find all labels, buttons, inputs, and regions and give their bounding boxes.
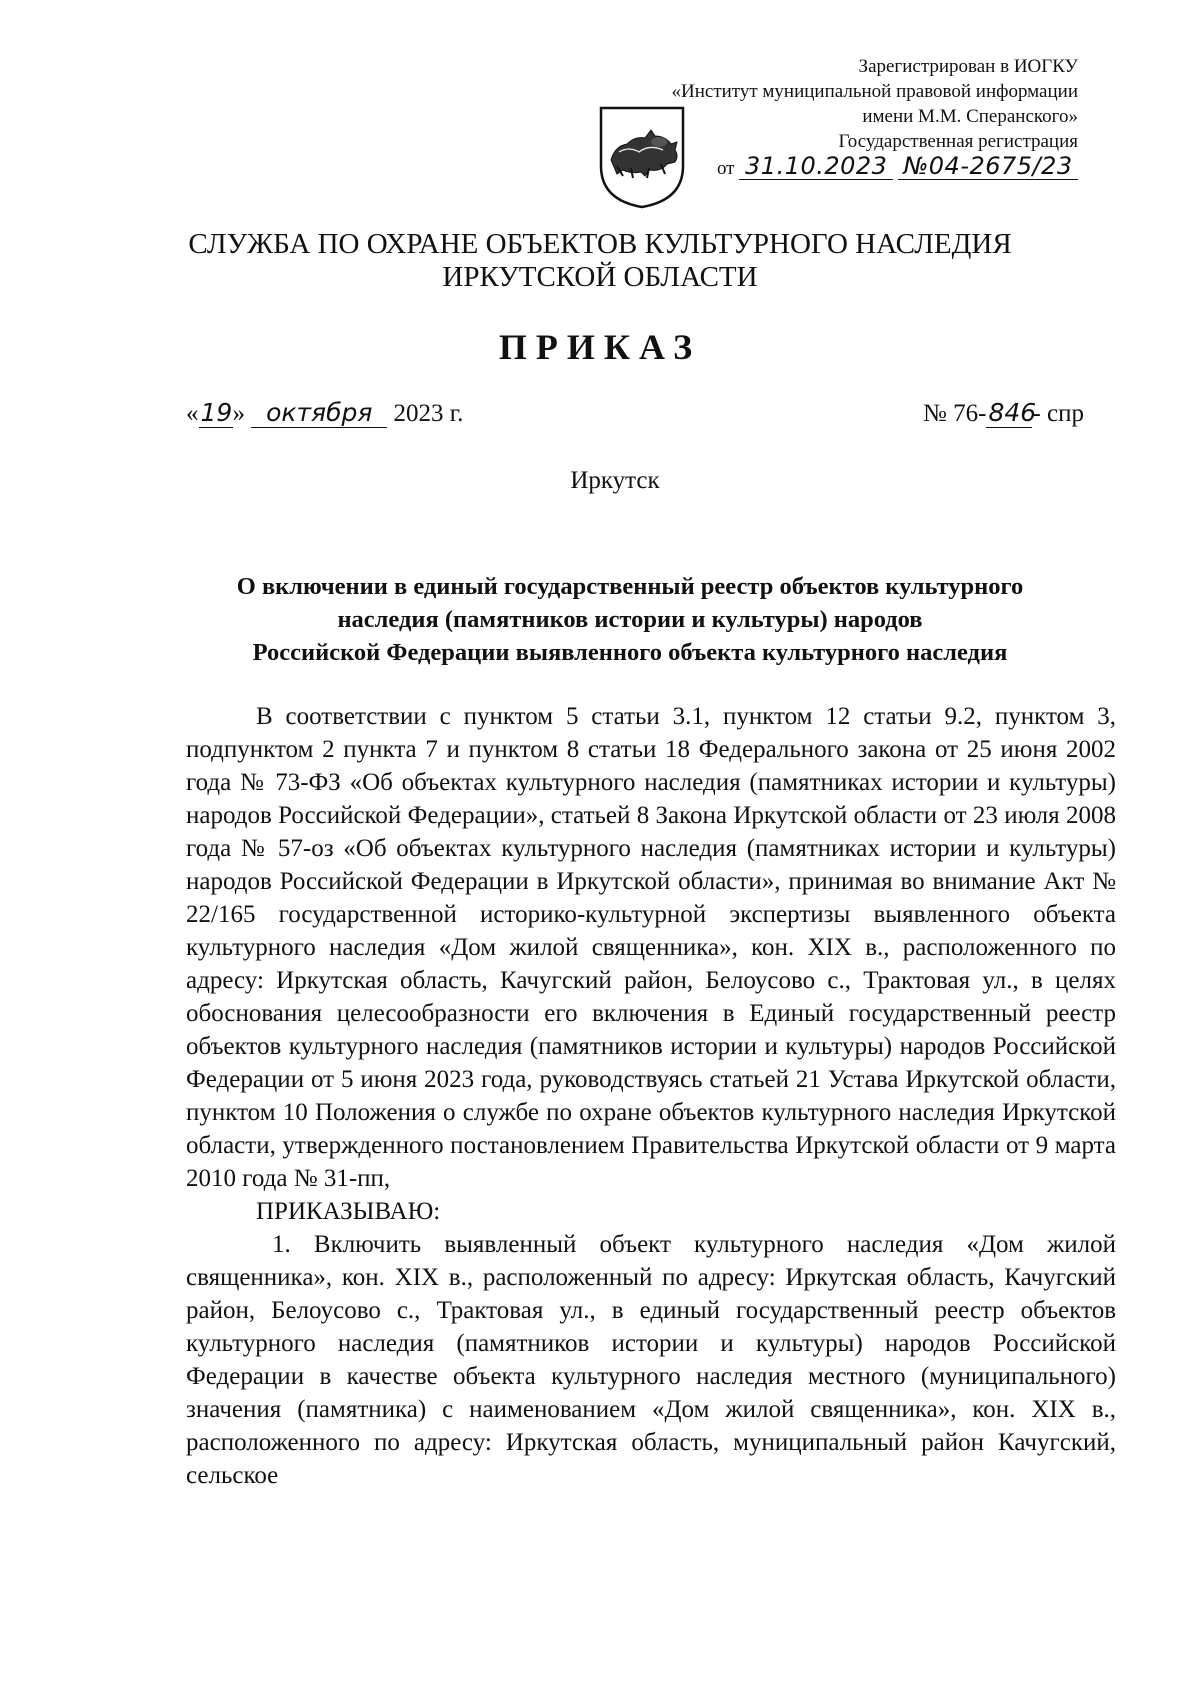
subject-line: наследия (памятников истории и культуры) народов <box>337 606 923 633</box>
subject-line: О включении в единый государственный реестр объектов культурного <box>236 573 1024 600</box>
registration-from-label: от <box>716 158 735 179</box>
registration-date: 31.10.2023 <box>739 154 893 180</box>
subject-line: Российской Федерации выявленного объекта культурного наследия <box>252 639 1008 666</box>
agency-line: ИРКУТСКОЙ ОБЛАСТИ <box>442 261 758 293</box>
date-open-quote: « <box>186 400 199 427</box>
order-number <box>923 398 1084 428</box>
order-word: ПРИКАЗЫВАЮ: <box>256 1198 441 1225</box>
agency-line: СЛУЖБА ПО ОХРАНЕ ОБЪЕКТОВ КУЛЬТУРНОГО НАСЛЕДИЯ <box>188 228 1012 260</box>
registration-number: №04-2675/23 <box>898 154 1078 180</box>
agency-name <box>0 228 1200 294</box>
order-body <box>186 700 1116 1492</box>
order-date <box>186 398 463 428</box>
preamble-paragraph: В соответствии с пунктом 5 статьи 3.1, пунктом 12 статьи 9.2, пунктом 3, подпунктом 2 пункта 7 и пунктом 8 статьи 18 Федерального закона от 25 июня 2002 года № 73-ФЗ «Об объектах культурного наследия (памятниках истории и культуры) народов Российской Федерации», статьей 8 Закона Иркутской области от 23 июля 2008 года № 57-оз «Об объектах культурного наследия (памятниках истории и культуры) народов Российской Федерации в Иркутской области», принимая во внимание Акт № 22/165 государственной историко-культурной экспертизы выявленного объекта культурного наследия «Дом жилой священника», кон. XIX в., расположенного по адресу: Иркутская область, Качугский район, Белоусово с., Трактовая ул., в целях обоснования целесообразности его включения в Единый государственный реестр объектов культурного наследия (памятников истории и культуры) народов Российской Федерации от 5 июня 2023 года, руководствуясь статьей 21 Устава Иркутской области, пунктом 10 Положения о службе по охране объектов культурного наследия Иркутской области, утвержденного постановлением Правительства Иркутской области от 9 марта 2010 года № 31-пп, <box>186 703 1116 1192</box>
date-close-quote: » <box>232 400 245 427</box>
order-item-1: 1. Включить выявленный объект культурного наследия «Дом жилой священника», кон. XIX в., расположенный по адресу: Иркутская область, Качугский район, Белоусово с., Трактовая ул., в единый государственный реестр объектов культурного наследия (памятников истории и культуры) народов Российской Федерации в качестве объекта культурного наследия местного (муниципального) значения (памятника) с наименованием «Дом жилой священника», кон. XIX в., расположенного по адресу: Иркутская область, муниципальный район Качугский, сельское <box>186 1231 1116 1489</box>
document-type: ПРИКАЗ <box>498 327 702 367</box>
city: Иркутск <box>570 467 660 494</box>
date-month: октября <box>251 398 387 428</box>
number-handwritten: 846 <box>988 398 1037 427</box>
number-prefix: № 76- <box>923 400 987 427</box>
date-day: 19 <box>200 398 233 427</box>
registration-line: Зарегистрирован в ИОГКУ <box>858 56 1078 77</box>
date-year: 2023 г. <box>393 400 464 427</box>
registration-line: «Институт муниципальной правовой информации <box>671 81 1078 102</box>
registration-line: имени М.М. Сперанского» <box>862 106 1078 127</box>
number-suffix: - спр <box>1032 400 1084 427</box>
registration-line: Государственная регистрация <box>838 131 1078 152</box>
order-subject <box>150 570 1110 669</box>
irkutsk-coat-of-arms-icon <box>597 104 687 210</box>
